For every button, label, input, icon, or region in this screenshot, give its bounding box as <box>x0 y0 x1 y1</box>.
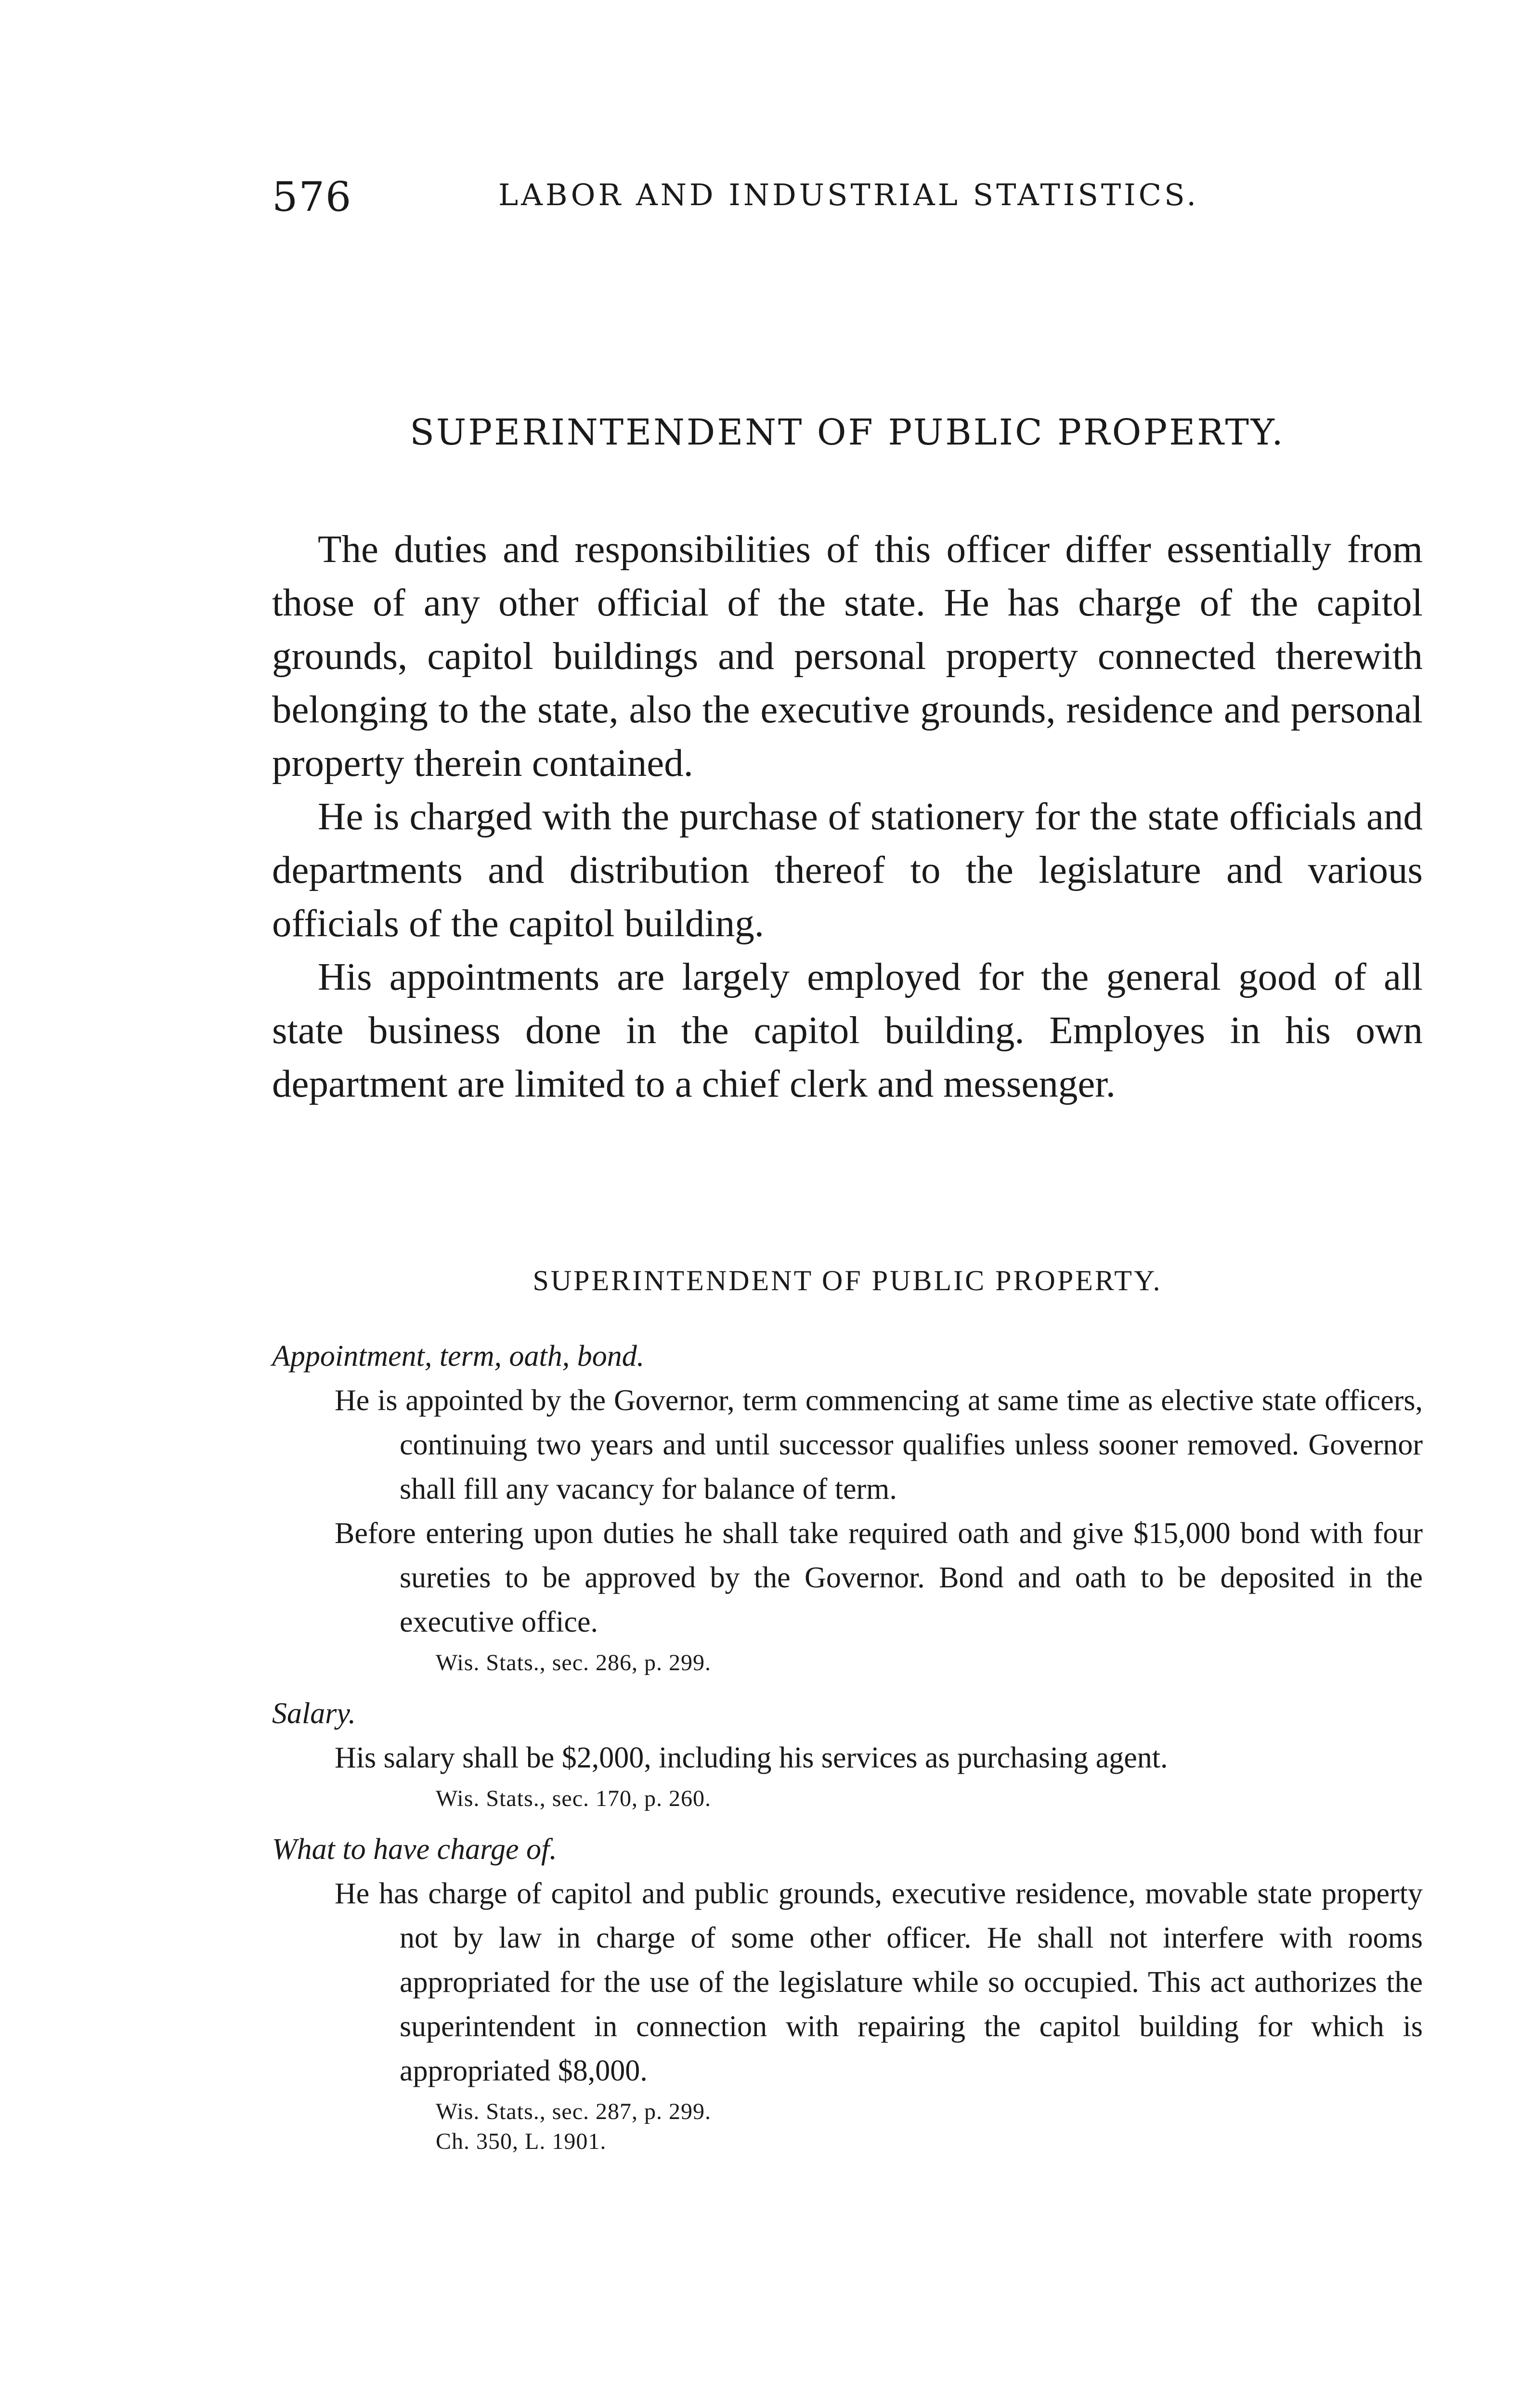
paragraph: He is charged with the purchase of stationery for the state officials and departments and distribution thereof to the legislature and various officials of the capitol building. <box>272 795 1423 945</box>
section-item: His salary shall be $2,000, including his services as purchasing agent. <box>335 1741 1168 1774</box>
citation <box>272 2097 1423 2157</box>
citation <box>272 1784 1423 1814</box>
running-title: LABOR AND INDUSTRIAL STATISTICS. <box>498 177 1199 212</box>
running-head <box>272 173 1259 226</box>
page-number: 576 <box>272 173 352 221</box>
sub-heading: SUPERINTENDENT OF PUBLIC PROPERTY. <box>533 1265 1162 1296</box>
section-appointment <box>272 1334 1423 1678</box>
section-title: Salary. <box>272 1697 356 1730</box>
main-heading: SUPERINTENDENT OF PUBLIC PROPERTY. <box>410 412 1285 453</box>
paragraph: His appointments are largely employed for the general good of all state business done in the capitol building. Employes in his own department are limited to a chief clerk and messenger. <box>272 955 1423 1105</box>
section-title: What to have charge of. <box>272 1833 557 1866</box>
section-item: Before entering upon duties he shall take required oath and give $15,000 bond with four sureties to be approved by the Governor. Bond and oath to be deposited in the executive office. <box>335 1517 1423 1638</box>
paragraph: The duties and responsibilities of this officer differ essentially from those of any other official of the state. He has charge of the capitol grounds, capitol buildings and personal property connected therewith belonging to the state, also the executive grounds, residence and personal property therein contained. <box>272 527 1423 785</box>
section-item: He has charge of capitol and public grounds, executive residence, movable state property not by law in charge of some other officer. He shall not interfere with rooms appropriated for the use of the legislature while so occupied. This act authorizes the superintendent in connection with repairing the capitol building for which is appropriated $8,000. <box>335 1877 1423 2087</box>
section-salary <box>272 1691 1423 1814</box>
citation-line: Wis. Stats., sec. 170, p. 260. <box>436 1786 712 1811</box>
citation <box>272 1648 1423 1678</box>
citation-line: Wis. Stats., sec. 287, p. 299. <box>436 2099 712 2124</box>
citation-line: Wis. Stats., sec. 286, p. 299. <box>436 1650 712 1675</box>
section-title: Appointment, term, oath, bond. <box>272 1340 645 1373</box>
body-text <box>272 523 1423 1111</box>
statute-summary <box>272 1334 1423 2170</box>
citation-line: Ch. 350, L. 1901. <box>436 2129 607 2154</box>
section-charge <box>272 1827 1423 2157</box>
section-item: He is appointed by the Governor, term commencing at same time as elective state officers, continuing two years and until successor qualifies unless sooner removed. Governor shall fill any vacancy for balance of term. <box>335 1384 1423 1505</box>
